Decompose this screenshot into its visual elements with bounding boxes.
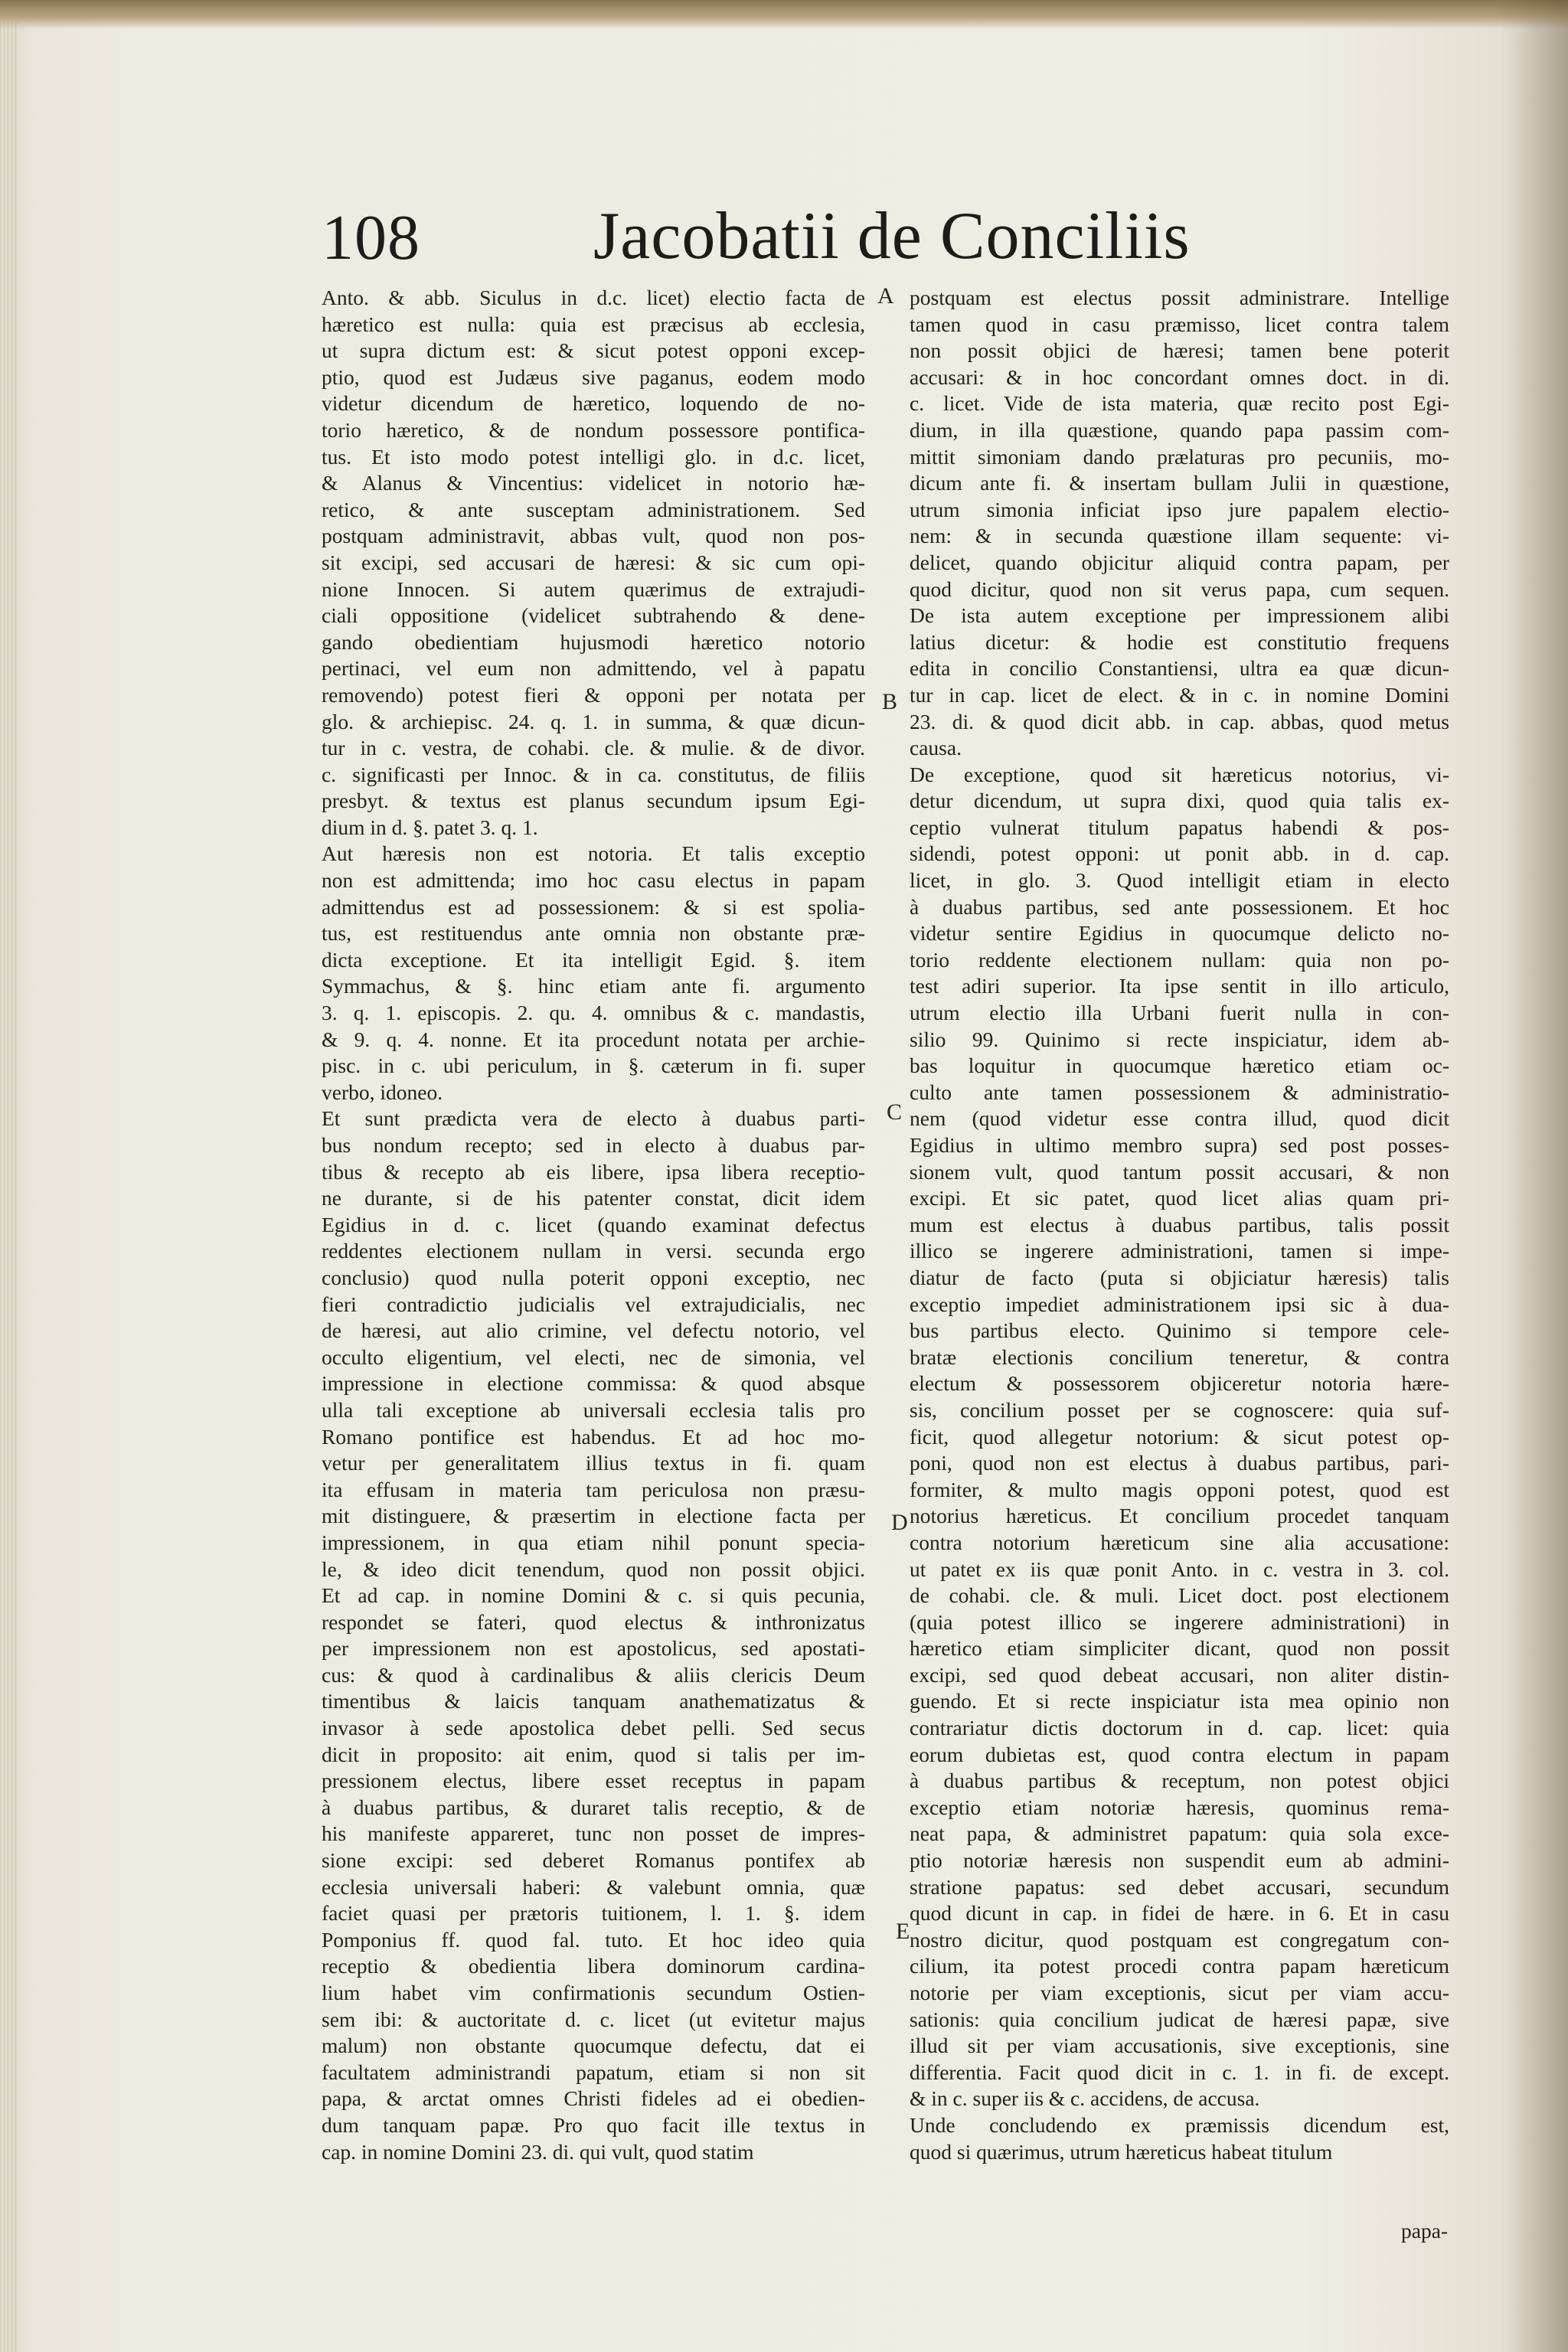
text-line: utrum electio illa Urbani fuerit nulla in con- — [910, 1001, 1449, 1025]
catchword: papa- — [1401, 2219, 1449, 2243]
text-line: contrariatur dictis doctorum in d. cap. licet: quia — [910, 1716, 1449, 1740]
text-line: ciali oppositione (videlicet subtrahendo & dene- — [322, 603, 865, 628]
text-line: conclusio) quod nulla poterit opponi exceptio, nec — [322, 1265, 865, 1289]
text-line: respondet se fateri, quod electus & inthronizatus — [322, 1609, 865, 1634]
text-line: ecclesia universali haberi: & valebunt omnia, quæ — [322, 1874, 865, 1899]
right-column — [910, 285, 1449, 2165]
text-line: pertinaci, vel eum non admittendo, vel à papatu — [322, 656, 865, 681]
text-line: papa, & arctat omnes Christi fideles ad ei obedien- — [322, 2086, 865, 2111]
text-line: sione excipi: sed deberet Romanus pontifex ab — [322, 1848, 865, 1873]
text-line: dium in d. §. patet 3. q. 1. — [322, 815, 538, 839]
text-line: edita in concilio Constantiensi, ultra ea quæ dicun- — [910, 656, 1449, 681]
text-line: dicit in proposito: ait enim, quod si talis per im- — [322, 1742, 865, 1766]
text-line: sionem vult, quod tantum possit accusari, & non — [910, 1159, 1449, 1184]
text-line: vetur per generalitatem illius textus in fi. quam — [322, 1451, 865, 1475]
text-line: excipi, sed quod debeat accusari, non aliter distin- — [910, 1662, 1449, 1687]
text-line: guendo. Et si recte inspiciatur ista mea opinio non — [910, 1689, 1449, 1713]
text-line: dium, in illa quæstione, quando papa passim com- — [910, 417, 1449, 442]
text-line: per impressionem non est apostolicus, sed apostati- — [322, 1636, 865, 1661]
text-line: à duabus partibus, & duraret talis receptio, & de — [322, 1795, 865, 1819]
text-line: bas loquitur in quocumque hæretico etiam oc- — [910, 1054, 1449, 1078]
text-line: hæretico etiam simpliciter dicant, quod non possit — [910, 1636, 1449, 1661]
text-line: bus partibus electo. Quinimo si tempore cele- — [910, 1318, 1449, 1343]
text-line: ceptio vulnerat titulum papatus habendi & pos- — [910, 815, 1449, 839]
text-line: torio reddente electionem nullam: quia non po- — [910, 947, 1449, 972]
text-line: Aut hæresis non est notoria. Et talis exceptio — [322, 841, 865, 866]
text-line: De ista autem exceptione per impressionem alibi — [910, 603, 1449, 628]
text-line: Egidius in ultimo membro supra) sed post posses- — [910, 1133, 1449, 1157]
text-line: causa. — [910, 736, 962, 760]
text-line: delicet, quando objicitur aliquid contra papam, per — [910, 550, 1449, 574]
text-line: Pomponius ff. quod fal. tuto. Et hoc ideo quia — [322, 1927, 865, 1952]
text-line: sit excipi, sed accusari de hæresi: & sic cum opi- — [322, 550, 865, 574]
text-line: tamen quod in casu præmisso, licet contra talem — [910, 312, 1449, 336]
text-line: le, & ideo dicit tenendum, quod non possit objici. — [322, 1557, 865, 1581]
text-line: sationis: quia concilium judicat de hæresi papæ, sive — [910, 2007, 1449, 2031]
text-line: test adiri superior. Ita ipse sentit in illo articulo, — [910, 974, 1449, 998]
page-header — [322, 201, 1432, 285]
text-line: & 9. q. 4. nonne. Et ita procedunt notata per archie- — [322, 1027, 865, 1051]
text-line: poni, quod non est electus à duabus partibus, pari- — [910, 1451, 1449, 1475]
text-line: silio 99. Quinimo si recte inspiciatur, idem ab- — [910, 1027, 1449, 1051]
margin-letter-a: A — [877, 283, 894, 309]
text-line: nem: & in secunda quæstione illam sequente: vi- — [910, 524, 1449, 548]
text-line: non possit objici de hæresi; tamen bene poterit — [910, 338, 1449, 363]
text-line: eorum dubietas est, quod contra electum in papam — [910, 1742, 1449, 1766]
text-line: reddentes electionem nullam in versi. secunda ergo — [322, 1239, 865, 1263]
text-line: non est admittenda; imo hoc casu electus in papam — [322, 868, 865, 893]
text-line: hæretico est nulla: quia est præcisus ab ecclesia, — [322, 312, 865, 336]
left-column — [322, 285, 865, 2165]
text-line: dicta exceptione. Et ita intelligit Egid. §. item — [322, 947, 865, 972]
text-line: nione Innocen. Si autem quærimus de extrajudi- — [322, 577, 865, 601]
text-line: Egidius in d. c. licet (quando examinat defectus — [322, 1212, 865, 1236]
text-line: ulla tali exceptione ab universali ecclesia talis pro — [322, 1397, 865, 1422]
text-line: ptio, quod est Judæus sive paganus, eodem modo — [322, 364, 865, 389]
text-line: sem ibi: & auctoritate d. c. licet (ut evitetur majus — [322, 2007, 865, 2031]
text-line: impressionem, in qua etiam nihil ponunt specia- — [322, 1530, 865, 1554]
text-line: mit distinguere, & præsertim in electione facta per — [322, 1504, 865, 1528]
text-line: his manifeste appareret, tunc non posset de impres- — [322, 1821, 865, 1846]
text-line: notorie per viam exceptionis, sicut per viam accu- — [910, 1981, 1449, 2004]
text-line: postquam est electus possit administrare. Intellige — [910, 286, 1449, 309]
page-edges — [0, 0, 17, 2352]
text-line: illud sit per viam accusationis, sive exceptionis, sine — [910, 2034, 1449, 2058]
text-line: pressionem electus, libere esset receptus in papam — [322, 1769, 865, 1793]
text-line: à duabus partibus & receptum, non potest objici — [910, 1769, 1449, 1793]
text-line: accusari: & in hoc concordant omnes doct. in di. — [910, 364, 1449, 389]
text-line: tus, est restituendus ante omnia non obstante præ- — [322, 921, 865, 946]
text-line: detur dicendum, ut supra dixi, quod quia talis ex- — [910, 789, 1449, 813]
text-line: receptio & obedientia libera dominorum cardina- — [322, 1954, 865, 1978]
text-line: Symmachus, & §. hinc etiam ante fi. argumento — [322, 974, 865, 998]
text-line: 23. di. & quod dicit abb. in cap. abbas, quod metus — [910, 709, 1449, 733]
text-line: admittendus est ad possessionem: & si est spolia- — [322, 894, 865, 919]
spine-shadow — [1499, 0, 1568, 2352]
text-line: latius dicetur: & hodie est constitutio frequens — [910, 629, 1449, 654]
text-line: dicum ante fi. & insertam bullam Julii in quæstione, — [910, 471, 1449, 495]
text-line: occulto eligentium, vel electi, nec de simonia, vel — [322, 1344, 865, 1369]
text-line: & in c. super iis & c. accidens, de accusa. — [910, 2086, 1260, 2111]
margin-letter-b: B — [882, 689, 898, 714]
text-line: videtur dicendum de hæretico, loquendo de no- — [322, 391, 865, 416]
text-line: Unde concludendo ex præmissis dicendum est, — [910, 2112, 1449, 2137]
text-line: electum & possessorem objiceretur notoria hære- — [910, 1371, 1449, 1396]
text-line: dum tanquam papæ. Pro quo facit ille textus in — [322, 2112, 865, 2137]
text-line: c. significasti per Innoc. & in ca. constitutus, de filiis — [322, 762, 865, 786]
text-line: Romano pontifice est habendus. Et ad hoc mo- — [322, 1424, 865, 1449]
text-line: removendo) potest fieri & opponi per notata per — [322, 682, 865, 707]
text-line: De exceptione, quod sit hæreticus notorius, vi- — [910, 762, 1449, 786]
text-line: nem (quod videtur esse contra illud, quod dicit — [910, 1106, 1449, 1131]
text-line: presbyt. & textus est planus secundum ipsum Egi- — [322, 789, 865, 813]
text-line: pisc. in c. ubi periculum, in §. cæterum in fi. super — [322, 1054, 865, 1078]
text-line: videtur sentire Egidius in quocumque delicto no- — [910, 921, 1449, 946]
text-line: quod dicunt in cap. in fidei de hære. in 6. Et in casu — [910, 1901, 1449, 1926]
text-line: Anto. & abb. Siculus in d.c. licet) electio facta de — [322, 286, 865, 309]
text-line: facultatem administrandi papatum, etiam si non sit — [322, 2060, 865, 2084]
text-line: quod dicitur, quod non sit verus papa, cum sequen. — [910, 577, 1449, 601]
text-line: neat papa, & administret papatum: quia sola exce- — [910, 1821, 1449, 1846]
book-top-edge — [0, 0, 1568, 29]
text-line: de hæresi, aut alio crimine, vel defectu notorio, vel — [322, 1318, 865, 1343]
text-line: malum) non obstante quocumque defectu, dat ei — [322, 2034, 865, 2058]
text-line: quod si quærimus, utrum hæreticus habeat titulum — [910, 2139, 1333, 2164]
text-line: ptio notoriæ hæresis non suspendit eum ab admini- — [910, 1848, 1449, 1873]
text-line: notorius hæreticus. Et concilium procedet tanquam — [910, 1504, 1449, 1528]
text-line: mum est electus à duabus partibus, talis possit — [910, 1212, 1449, 1236]
text-line: cus: & quod à cardinalibus & aliis clericis Deum — [322, 1662, 865, 1687]
text-line: exceptio etiam notoriæ hæresis, quominus rema- — [910, 1795, 1449, 1819]
text-line: & Alanus & Vincentius: videlicet in notorio hæ- — [322, 471, 865, 495]
margin-letter-d: D — [891, 1510, 908, 1535]
text-line: utrum simonia inficiat ipso jure papalem electio- — [910, 497, 1449, 521]
text-line: differentia. Facit quod dicit in c. 1. in fi. de except. — [910, 2060, 1449, 2084]
text-line: à duabus partibus, sed ante possessionem. Et hoc — [910, 894, 1449, 919]
text-line: diatur de facto (puta si objiciatur hæresis) talis — [910, 1265, 1449, 1289]
margin-letter-c: C — [887, 1099, 903, 1125]
text-line: Et ad cap. in nomine Domini & c. si quis pecunia, — [322, 1583, 865, 1608]
text-line: licet, in glo. 3. Quod intelligit etiam in electo — [910, 868, 1449, 893]
text-line: ut patet ex iis quæ ponit Anto. in c. vestra in 3. col. — [910, 1557, 1449, 1581]
text-line: illico se ingerere administrationi, tamen si impe- — [910, 1239, 1449, 1263]
text-line: ita effusam in materia tam periculosa non præsu- — [322, 1477, 865, 1501]
page-number: 108 — [322, 202, 420, 273]
text-line: tur in cap. licet de elect. & in c. in nomine Domini — [910, 682, 1449, 707]
text-line: c. licet. Vide de ista materia, quæ recito post Egi- — [910, 391, 1449, 416]
text-line: culto ante tamen possessionem & administratio- — [910, 1080, 1449, 1104]
text-line: glo. & archiepisc. 24. q. 1. in summa, & quæ dicun- — [322, 709, 865, 733]
text-line: sidendi, potest opponi: ut ponit abb. in d. cap. — [910, 841, 1449, 866]
text-line: de cohabi. cle. & muli. Licet doct. post electionem — [910, 1583, 1449, 1608]
text-line: tibus & recepto ab eis libere, ipsa libera receptio- — [322, 1159, 865, 1184]
text-line: 3. q. 1. episcopis. 2. qu. 4. omnibus & c. mandastis, — [322, 1001, 865, 1025]
text-line: invasor à sede apostolica debet pelli. Sed secus — [322, 1716, 865, 1740]
text-line: cilium, ita potest procedi contra papam hæreticum — [910, 1954, 1449, 1978]
text-line: tur in c. vestra, de cohabi. cle. & mulie. & de divor. — [322, 736, 865, 760]
text-line: bus nondum recepto; sed in electo à duabus par- — [322, 1133, 865, 1157]
text-line: lium habet vim confirmationis secundum Ostien- — [322, 1981, 865, 2004]
text-line: bratæ electionis concilium teneretur, & contra — [910, 1344, 1449, 1369]
text-line: cap. in nomine Domini 23. di. qui vult, quod statim — [322, 2139, 754, 2164]
text-line: mittit simoniam dando prælaturas pro pecuniis, mo- — [910, 444, 1449, 469]
text-line: impressione in electione commissa: & quod absque — [322, 1371, 865, 1396]
text-line: postquam administravit, abbas vult, quod non pos- — [322, 524, 865, 548]
running-title: Jacobatii de Conciliis — [593, 199, 1191, 273]
text-line: faciet quasi per prætoris tuitionem, l. 1. §. idem — [322, 1901, 865, 1926]
text-line: torio hæretico, & de nondum possessore pontifica- — [322, 417, 865, 442]
text-line: stratione papatus: sed debet accusari, secundum — [910, 1874, 1449, 1899]
text-line: ut supra dictum est: & sicut potest opponi excep- — [322, 338, 865, 363]
margin-letter-e: E — [896, 1919, 910, 1944]
text-line: Et sunt prædicta vera de electo à duabus parti- — [322, 1106, 865, 1131]
text-line: contra notorium hæreticum sine alia accusatione: — [910, 1530, 1449, 1554]
text-line: gando obedientiam hujusmodi hæretico notorio — [322, 629, 865, 654]
text-line: excipi. Et sic patet, quod licet alias quam pri- — [910, 1186, 1449, 1210]
text-line: nostro dicitur, quod postquam est congregatum con- — [910, 1927, 1449, 1952]
text-line: ficit, quod allegetur notorium: & sicut potest op- — [910, 1424, 1449, 1449]
text-line: retico, & ante susceptam administrationem. Sed — [322, 497, 865, 521]
text-line: verbo, idoneo. — [322, 1080, 443, 1104]
text-line: (quia potest illico se ingerere administrationi) in — [910, 1609, 1449, 1634]
text-line: timentibus & laicis tanquam anathematizatus & — [322, 1689, 865, 1713]
text-line: formiter, & multo magis opponi potest, quod est — [910, 1477, 1449, 1501]
text-line: tus. Et isto modo potest intelligi glo. in d.c. licet, — [322, 444, 865, 469]
text-line: ne durante, si de his patenter constat, dicit idem — [322, 1186, 865, 1210]
text-line: sis, concilium posset per se cognoscere: quia suf- — [910, 1397, 1449, 1422]
text-line: fieri contradictio judicialis vel extrajudicialis, nec — [322, 1292, 865, 1316]
text-line: exceptio impediet administrationem ipsi sic à dua- — [910, 1292, 1449, 1316]
